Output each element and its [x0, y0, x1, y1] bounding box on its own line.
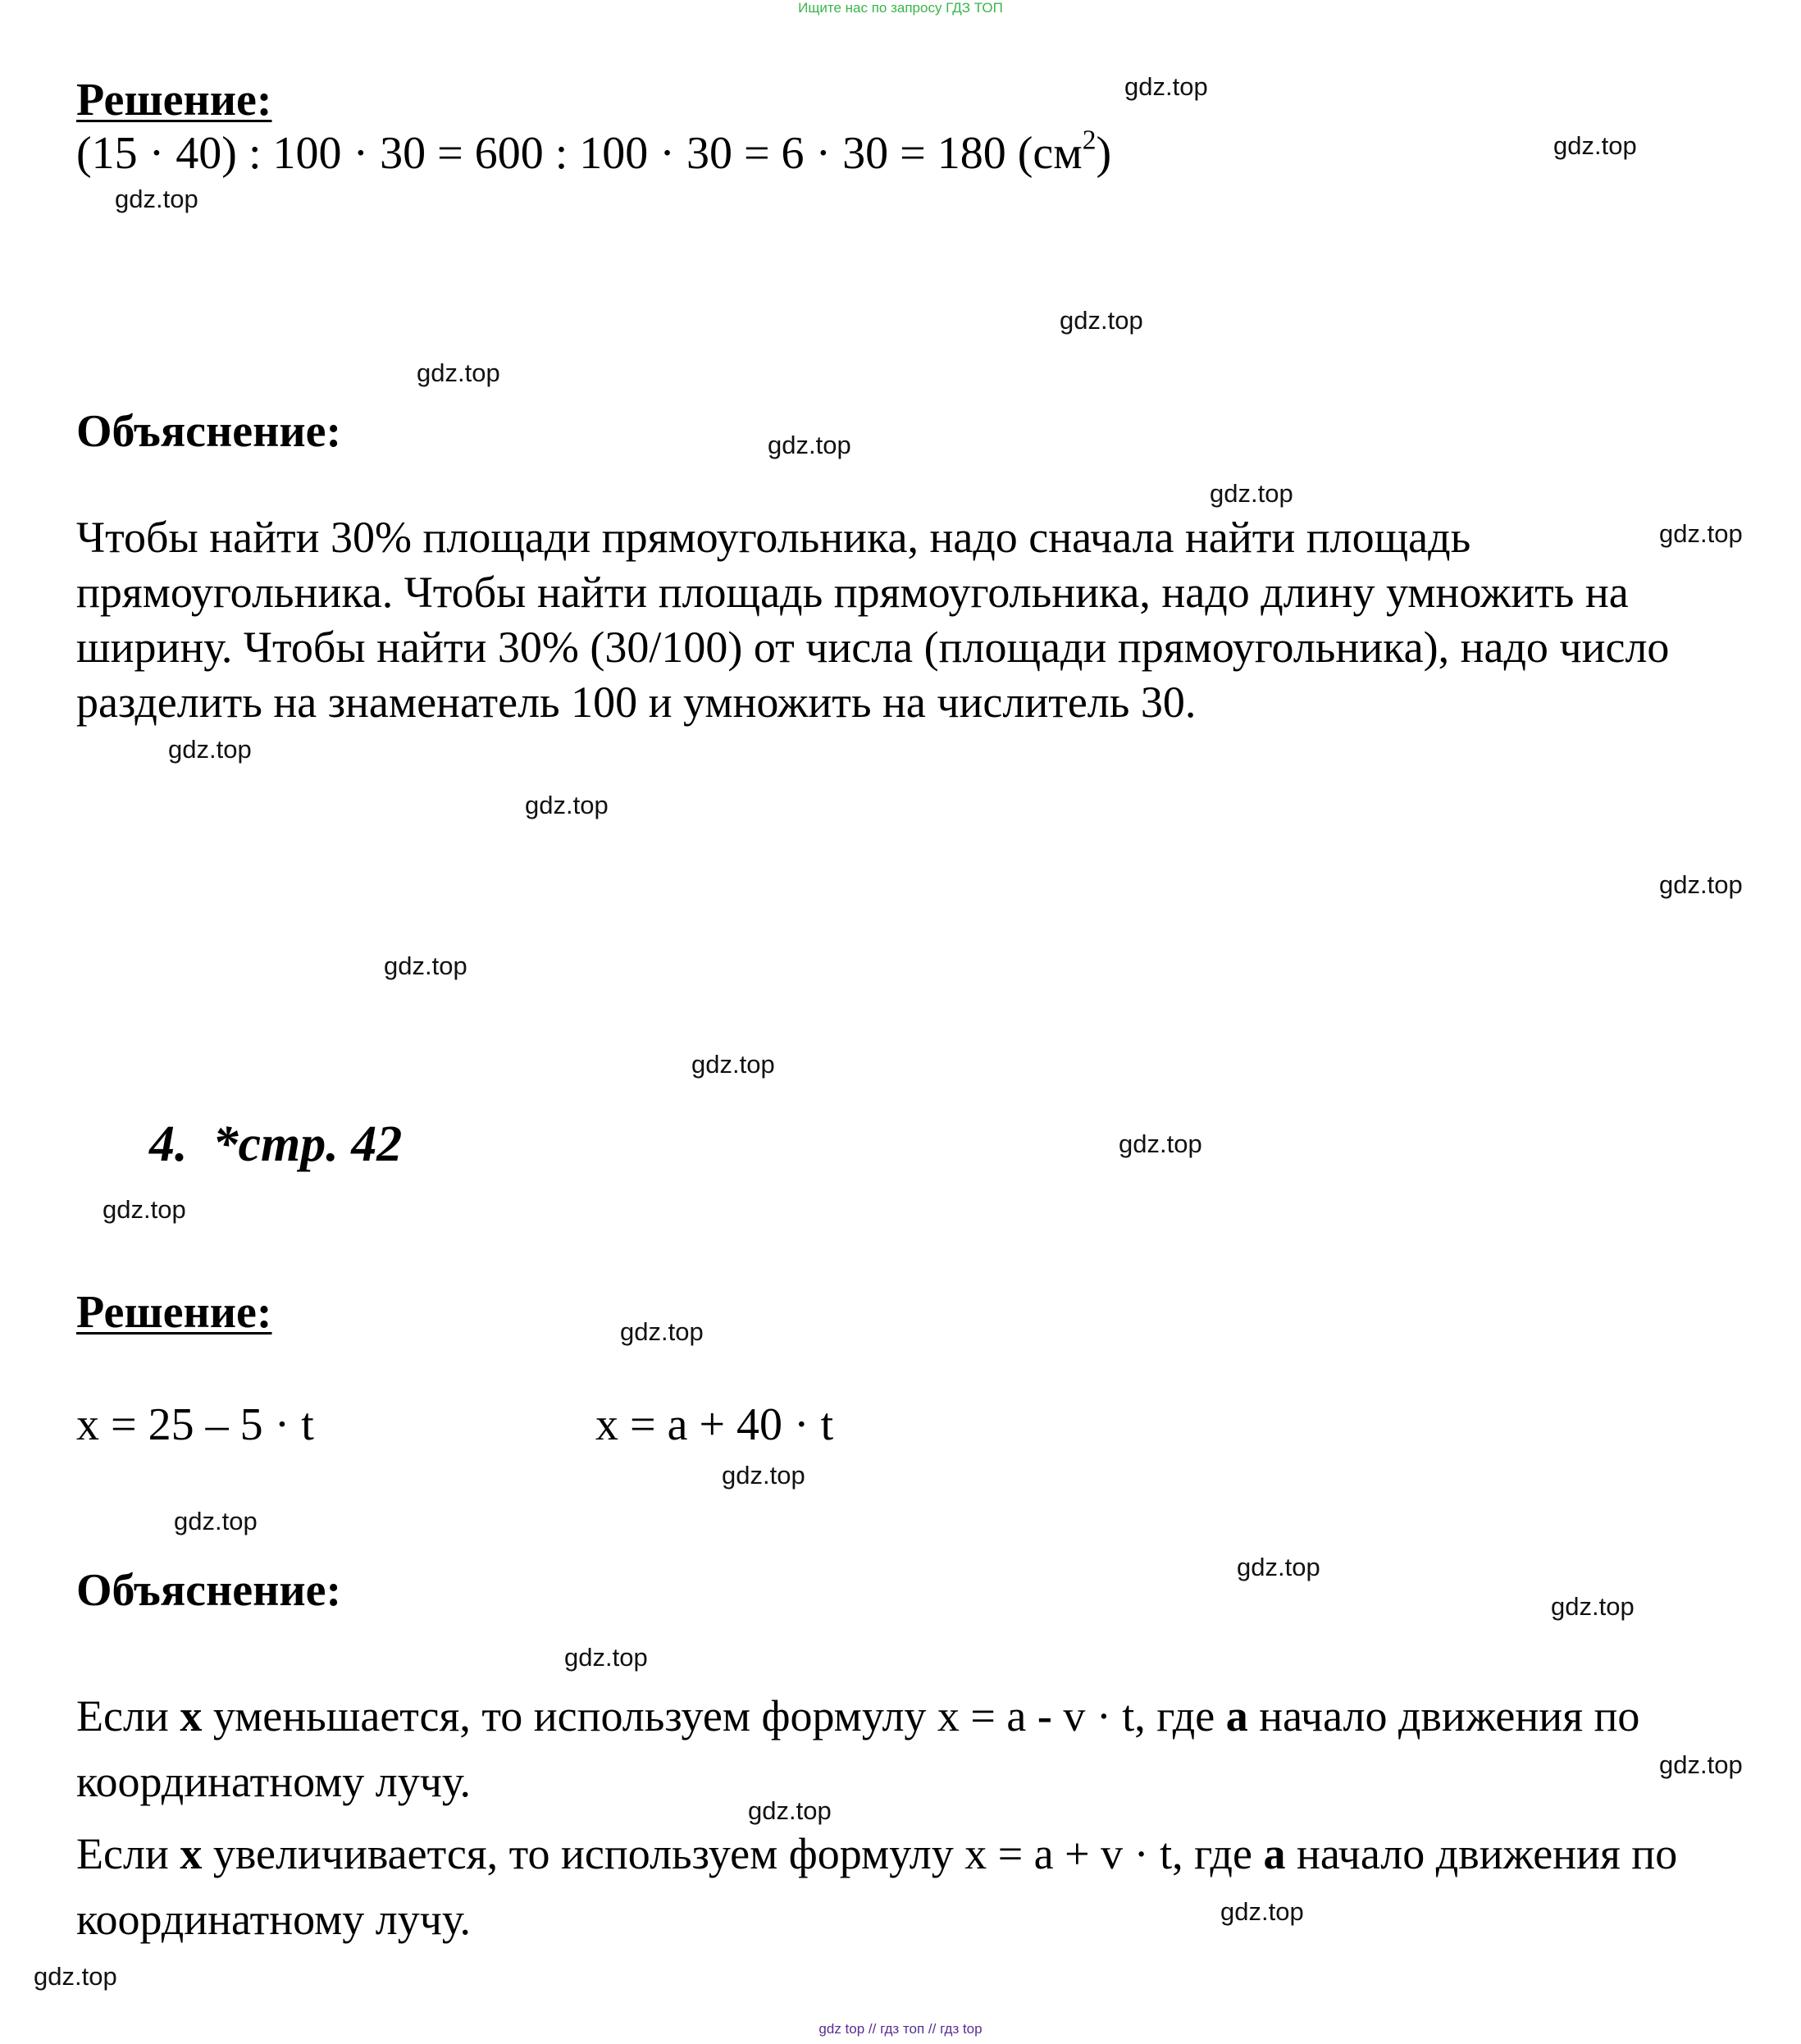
watermark: gdz.top	[34, 1962, 117, 1991]
p1-text-g: начало движения по координатному лучу.	[76, 1691, 1640, 1806]
watermark: gdz.top	[1119, 1129, 1202, 1158]
watermark: gdz.top	[168, 735, 252, 764]
equation-main: (15 · 40) : 100 · 30 = 600 : 100 · 30 = 6 · 30 = 180 (см	[76, 128, 1083, 179]
watermark: gdz.top	[1210, 479, 1293, 508]
p1-bold-minus: -	[1037, 1691, 1052, 1741]
watermark: gdz.top	[768, 431, 851, 459]
watermark: gdz.top	[525, 791, 609, 819]
watermark: gdz.top	[103, 1195, 186, 1224]
top-banner[interactable]: Ищите нас по запросу ГДЗ ТОП	[798, 0, 1003, 16]
p1-bold-x: x	[180, 1691, 203, 1741]
equation-line	[76, 127, 1111, 180]
p2-text-a: Если	[76, 1829, 180, 1878]
watermark: gdz.top	[384, 951, 467, 980]
watermark: gdz.top	[691, 1050, 775, 1079]
formula-right: x = a + 40 · t	[595, 1399, 834, 1450]
explanation-paragraph-2	[76, 1683, 1741, 1814]
watermark: gdz.top	[564, 1643, 648, 1672]
p2-text-c: увеличивается, то используем формулу x = a + v · t, где	[202, 1829, 1264, 1878]
explanation-heading-2: Объяснение:	[76, 1565, 342, 1616]
watermark: gdz.top	[1659, 1750, 1743, 1779]
p2-text-e: начало движения по координатному лучу.	[76, 1829, 1678, 1944]
task-title	[149, 1116, 402, 1174]
task-number: 4.	[149, 1116, 188, 1172]
watermark: gdz.top	[1124, 72, 1208, 101]
watermark: gdz.top	[174, 1507, 258, 1535]
watermark: gdz.top	[1220, 1897, 1304, 1926]
watermark: gdz.top	[1553, 131, 1637, 160]
watermark: gdz.top	[417, 358, 500, 387]
watermark: gdz.top	[1237, 1553, 1320, 1581]
explanation-heading-1: Объяснение:	[76, 406, 342, 457]
p1-text-c: уменьшается, то используем формулу x = a	[202, 1691, 1037, 1741]
task-page-ref: *стр. 42	[212, 1116, 403, 1172]
watermark: gdz.top	[722, 1461, 805, 1490]
footer-links[interactable]: gdz top // гдз топ // гдз top	[818, 2021, 983, 2037]
solution-heading-1: Решение:	[76, 75, 272, 125]
p1-text-a: Если	[76, 1691, 180, 1741]
watermark: gdz.top	[748, 1796, 832, 1825]
watermark: gdz.top	[1060, 306, 1143, 335]
watermark: gdz.top	[115, 185, 198, 213]
p2-bold-a: а	[1263, 1829, 1286, 1878]
explanation-paragraph-3	[76, 1821, 1741, 1952]
equation-superscript: 2	[1082, 125, 1097, 156]
p2-bold-x: x	[180, 1829, 203, 1878]
p1-text-e: v · t, где	[1051, 1691, 1226, 1741]
watermark: gdz.top	[1659, 870, 1743, 899]
watermark: gdz.top	[1659, 519, 1743, 548]
solution-heading-2: Решение:	[76, 1287, 272, 1338]
equation-end: )	[1096, 128, 1112, 179]
watermark: gdz.top	[620, 1317, 704, 1346]
p1-bold-a: а	[1225, 1691, 1248, 1741]
explanation-paragraph-1: Чтобы найти 30% площади прямоугольника, надо сначала найти площадь прямоугольника. Чтобы найти площадь прямоугольника, надо длину умножить на ширину. Чтобы найти 30% (30/100) от числа (площади прямоугольника), надо число разделить на знаменатель 100 и умножить на числитель 30.	[76, 513, 1670, 727]
formula-left: x = 25 – 5 · t	[76, 1399, 314, 1450]
watermark: gdz.top	[1551, 1592, 1635, 1621]
